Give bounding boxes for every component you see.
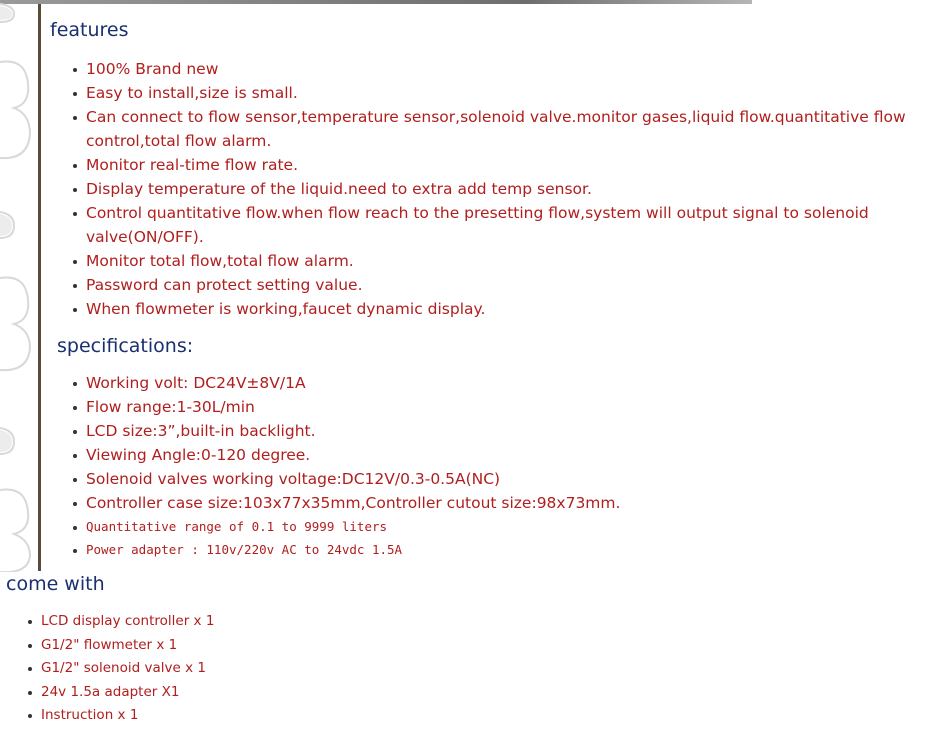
list-item: Control quantitative flow.when flow reach to the presetting flow,system will output signal to solenoid valve(ON/OFF). (72, 201, 938, 249)
top-divider (0, 0, 752, 4)
list-item: Can connect to flow sensor,temperature sensor,solenoid valve.monitor gases,liquid flow.quantitative flow control,total flow alarm. (72, 105, 938, 153)
specifications-list (72, 371, 938, 561)
section-vertical-rule (38, 4, 41, 571)
list-item: Monitor total flow,total flow alarm. (72, 249, 938, 273)
come-with-heading: come with (6, 573, 105, 595)
list-item: Easy to install,size is small. (72, 81, 938, 105)
list-item: Solenoid valves working voltage:DC12V/0.3-0.5A(NC) (72, 467, 938, 491)
list-item: 24v 1.5a adapter X1 (27, 681, 427, 705)
list-item: Monitor real-time flow rate. (72, 153, 938, 177)
list-item: Flow range:1-30L/min (72, 395, 938, 419)
list-item: G1/2" solenoid valve x 1 (27, 657, 427, 681)
list-item: Viewing Angle:0-120 degree. (72, 443, 938, 467)
features-list (72, 57, 938, 321)
decorative-scroll-border (0, 0, 38, 572)
come-with-list (27, 610, 427, 728)
list-item: G1/2" flowmeter x 1 (27, 634, 427, 658)
list-item: LCD size:3”,built-in backlight. (72, 419, 938, 443)
list-item: Display temperature of the liquid.need to extra add temp sensor. (72, 177, 938, 201)
features-heading: features (50, 19, 129, 41)
list-item: Working volt: DC24V±8V/1A (72, 371, 938, 395)
list-item: LCD display controller x 1 (27, 610, 427, 634)
list-item: Power adapter : 110v/220v AC to 24vdc 1.5A (72, 538, 938, 561)
list-item: Password can protect setting value. (72, 273, 938, 297)
specifications-heading: specifications: (57, 335, 194, 357)
list-item: Instruction x 1 (27, 704, 427, 728)
list-item: 100% Brand new (72, 57, 938, 81)
list-item: When flowmeter is working,faucet dynamic display. (72, 297, 938, 321)
list-item: Quantitative range of 0.1 to 9999 liters (72, 515, 938, 538)
list-item: Controller case size:103x77x35mm,Controller cutout size:98x73mm. (72, 491, 938, 515)
